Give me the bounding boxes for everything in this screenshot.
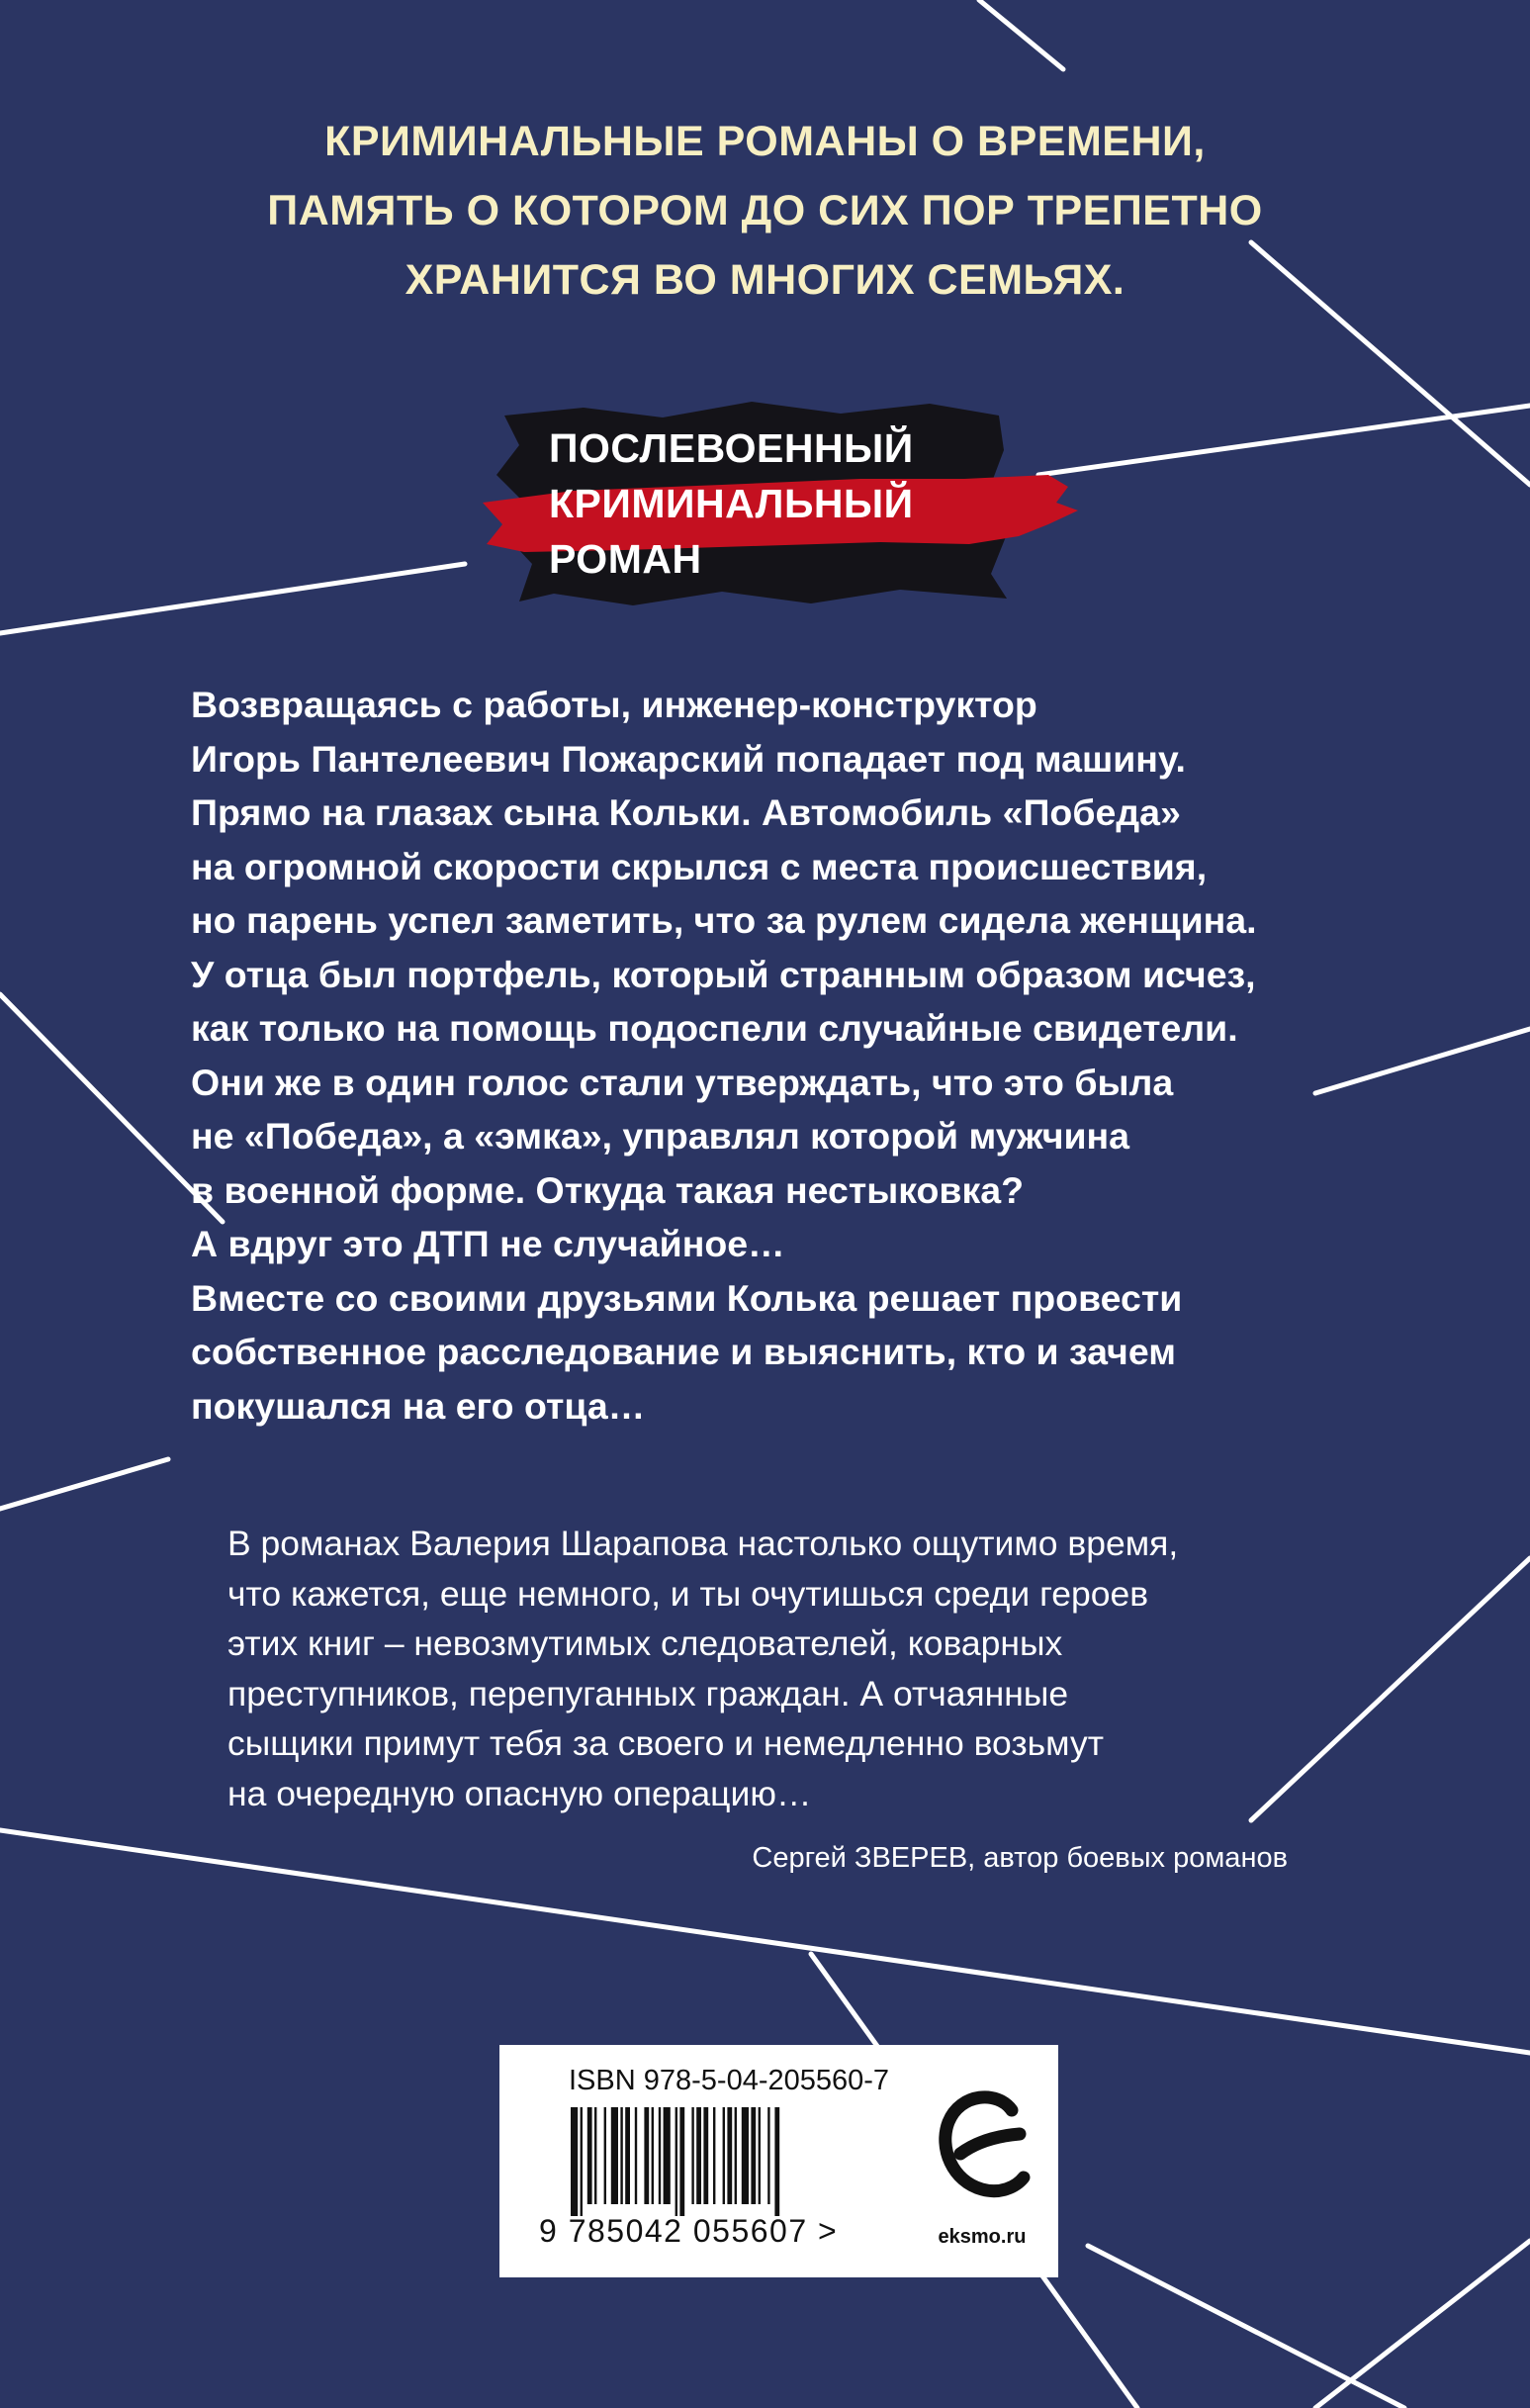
quote-line: В романах Валерия Шарапова настолько ощутимо время,	[227, 1524, 1179, 1563]
barcode-bar	[774, 2107, 779, 2216]
barcode-bar	[659, 2107, 661, 2204]
synopsis-line: Они же в один голос стали утверждать, что это была	[191, 1061, 1174, 1103]
barcode-bar	[759, 2107, 761, 2204]
barcode-bar	[742, 2107, 749, 2204]
barcode-bar	[723, 2107, 725, 2204]
review-quote	[227, 1519, 1178, 1818]
quote-line: сыщики примут тебя за своего и немедленно возьмут	[227, 1723, 1104, 1763]
barcode-bar	[611, 2107, 618, 2204]
barcode-bar	[679, 2107, 684, 2216]
synopsis-line: покушался на его отца…	[191, 1384, 646, 1427]
barcode-bar	[581, 2107, 583, 2216]
barcode-bar	[703, 2107, 708, 2204]
tagline	[0, 107, 1530, 315]
barcode-bar	[691, 2107, 693, 2204]
barcode-panel	[499, 2045, 1058, 2277]
barcode-bar	[620, 2107, 622, 2204]
barcode-bar	[644, 2107, 649, 2204]
synopsis-line: как только на помощь подоспели случайные свидетели.	[191, 1007, 1238, 1049]
barcode-bar	[652, 2107, 654, 2204]
synopsis-line: А вдруг это ДТП не случайное…	[191, 1223, 785, 1264]
series-line: КРИМИНАЛЬНЫЙ	[549, 481, 914, 526]
quote-line: что кажется, еще немного, и ты очутишься среди героев	[227, 1573, 1149, 1614]
tagline-line: КРИМИНАЛЬНЫЕ РОМАНЫ О ВРЕМЕНИ,	[324, 118, 1206, 165]
barcode-bar	[664, 2107, 671, 2204]
isbn-label: ISBN 978-5-04-205560-7	[569, 2065, 890, 2096]
synopsis-line: Возвращаясь с работы, инженер-конструктор	[191, 684, 1037, 725]
synopsis-line: собственное расследование и выяснить, кто и зачем	[191, 1331, 1176, 1372]
barcode-bar	[635, 2107, 637, 2204]
barcode-bars	[569, 2107, 855, 2216]
synopsis-line: но парень успел заметить, что за рулем сидела женщина.	[191, 899, 1257, 941]
barcode-bar	[571, 2107, 578, 2216]
eksmo-logo-icon	[935, 2084, 1034, 2223]
publisher-site: eksmo.ru	[938, 2226, 1027, 2248]
barcode-bar	[727, 2107, 732, 2204]
synopsis-line: Игорь Пантелеевич Пожарский попадает под машину.	[191, 737, 1186, 780]
barcode-bar	[696, 2107, 701, 2204]
tagline-line: ПАМЯТЬ О КОТОРОМ ДО СИХ ПОР ТРЕПЕТНО	[267, 187, 1263, 234]
barcode-bar	[587, 2107, 592, 2204]
series-label	[549, 420, 914, 587]
series-line: РОМАН	[549, 536, 702, 582]
barcode-bar	[675, 2107, 677, 2216]
synopsis	[191, 678, 1257, 1433]
barcode-bar	[594, 2107, 596, 2204]
synopsis-line: Вместе со своими друзьями Колька решает провести	[191, 1276, 1183, 1319]
barcode-bar	[713, 2107, 715, 2204]
quote-line: преступников, перепуганных граждан. А отчаянные	[227, 1673, 1069, 1713]
synopsis-line: не «Победа», а «эмка», управлял которой мужчина	[191, 1115, 1130, 1157]
barcode-bar	[625, 2107, 630, 2204]
barcode-bar	[767, 2107, 769, 2204]
quote-attribution: Сергей ЗВЕРЕВ, автор боевых романов	[752, 1842, 1288, 1874]
tagline-line: ХРАНИТСЯ ВО МНОГИХ СЕМЬЯХ.	[405, 256, 1125, 304]
quote-line: на очередную опасную операцию…	[227, 1773, 812, 1813]
quote-line: этих книг – невозмутимых следователей, коварных	[227, 1623, 1063, 1663]
synopsis-line: Прямо на глазах сына Кольки. Автомобиль «Победа»	[191, 791, 1181, 833]
ean-digits: 9 785042 055607 >	[539, 2213, 839, 2249]
synopsis-line: в военной форме. Откуда такая нестыковка?	[191, 1168, 1025, 1211]
synopsis-line: на огромной скорости скрылся с места происшествия,	[191, 845, 1208, 887]
barcode-bar	[735, 2107, 737, 2204]
barcode-bar	[604, 2107, 606, 2204]
synopsis-line: У отца был портфель, который странным образом исчез,	[191, 953, 1256, 995]
series-line: ПОСЛЕВОЕННЫЙ	[549, 425, 914, 471]
barcode-bar	[751, 2107, 756, 2204]
